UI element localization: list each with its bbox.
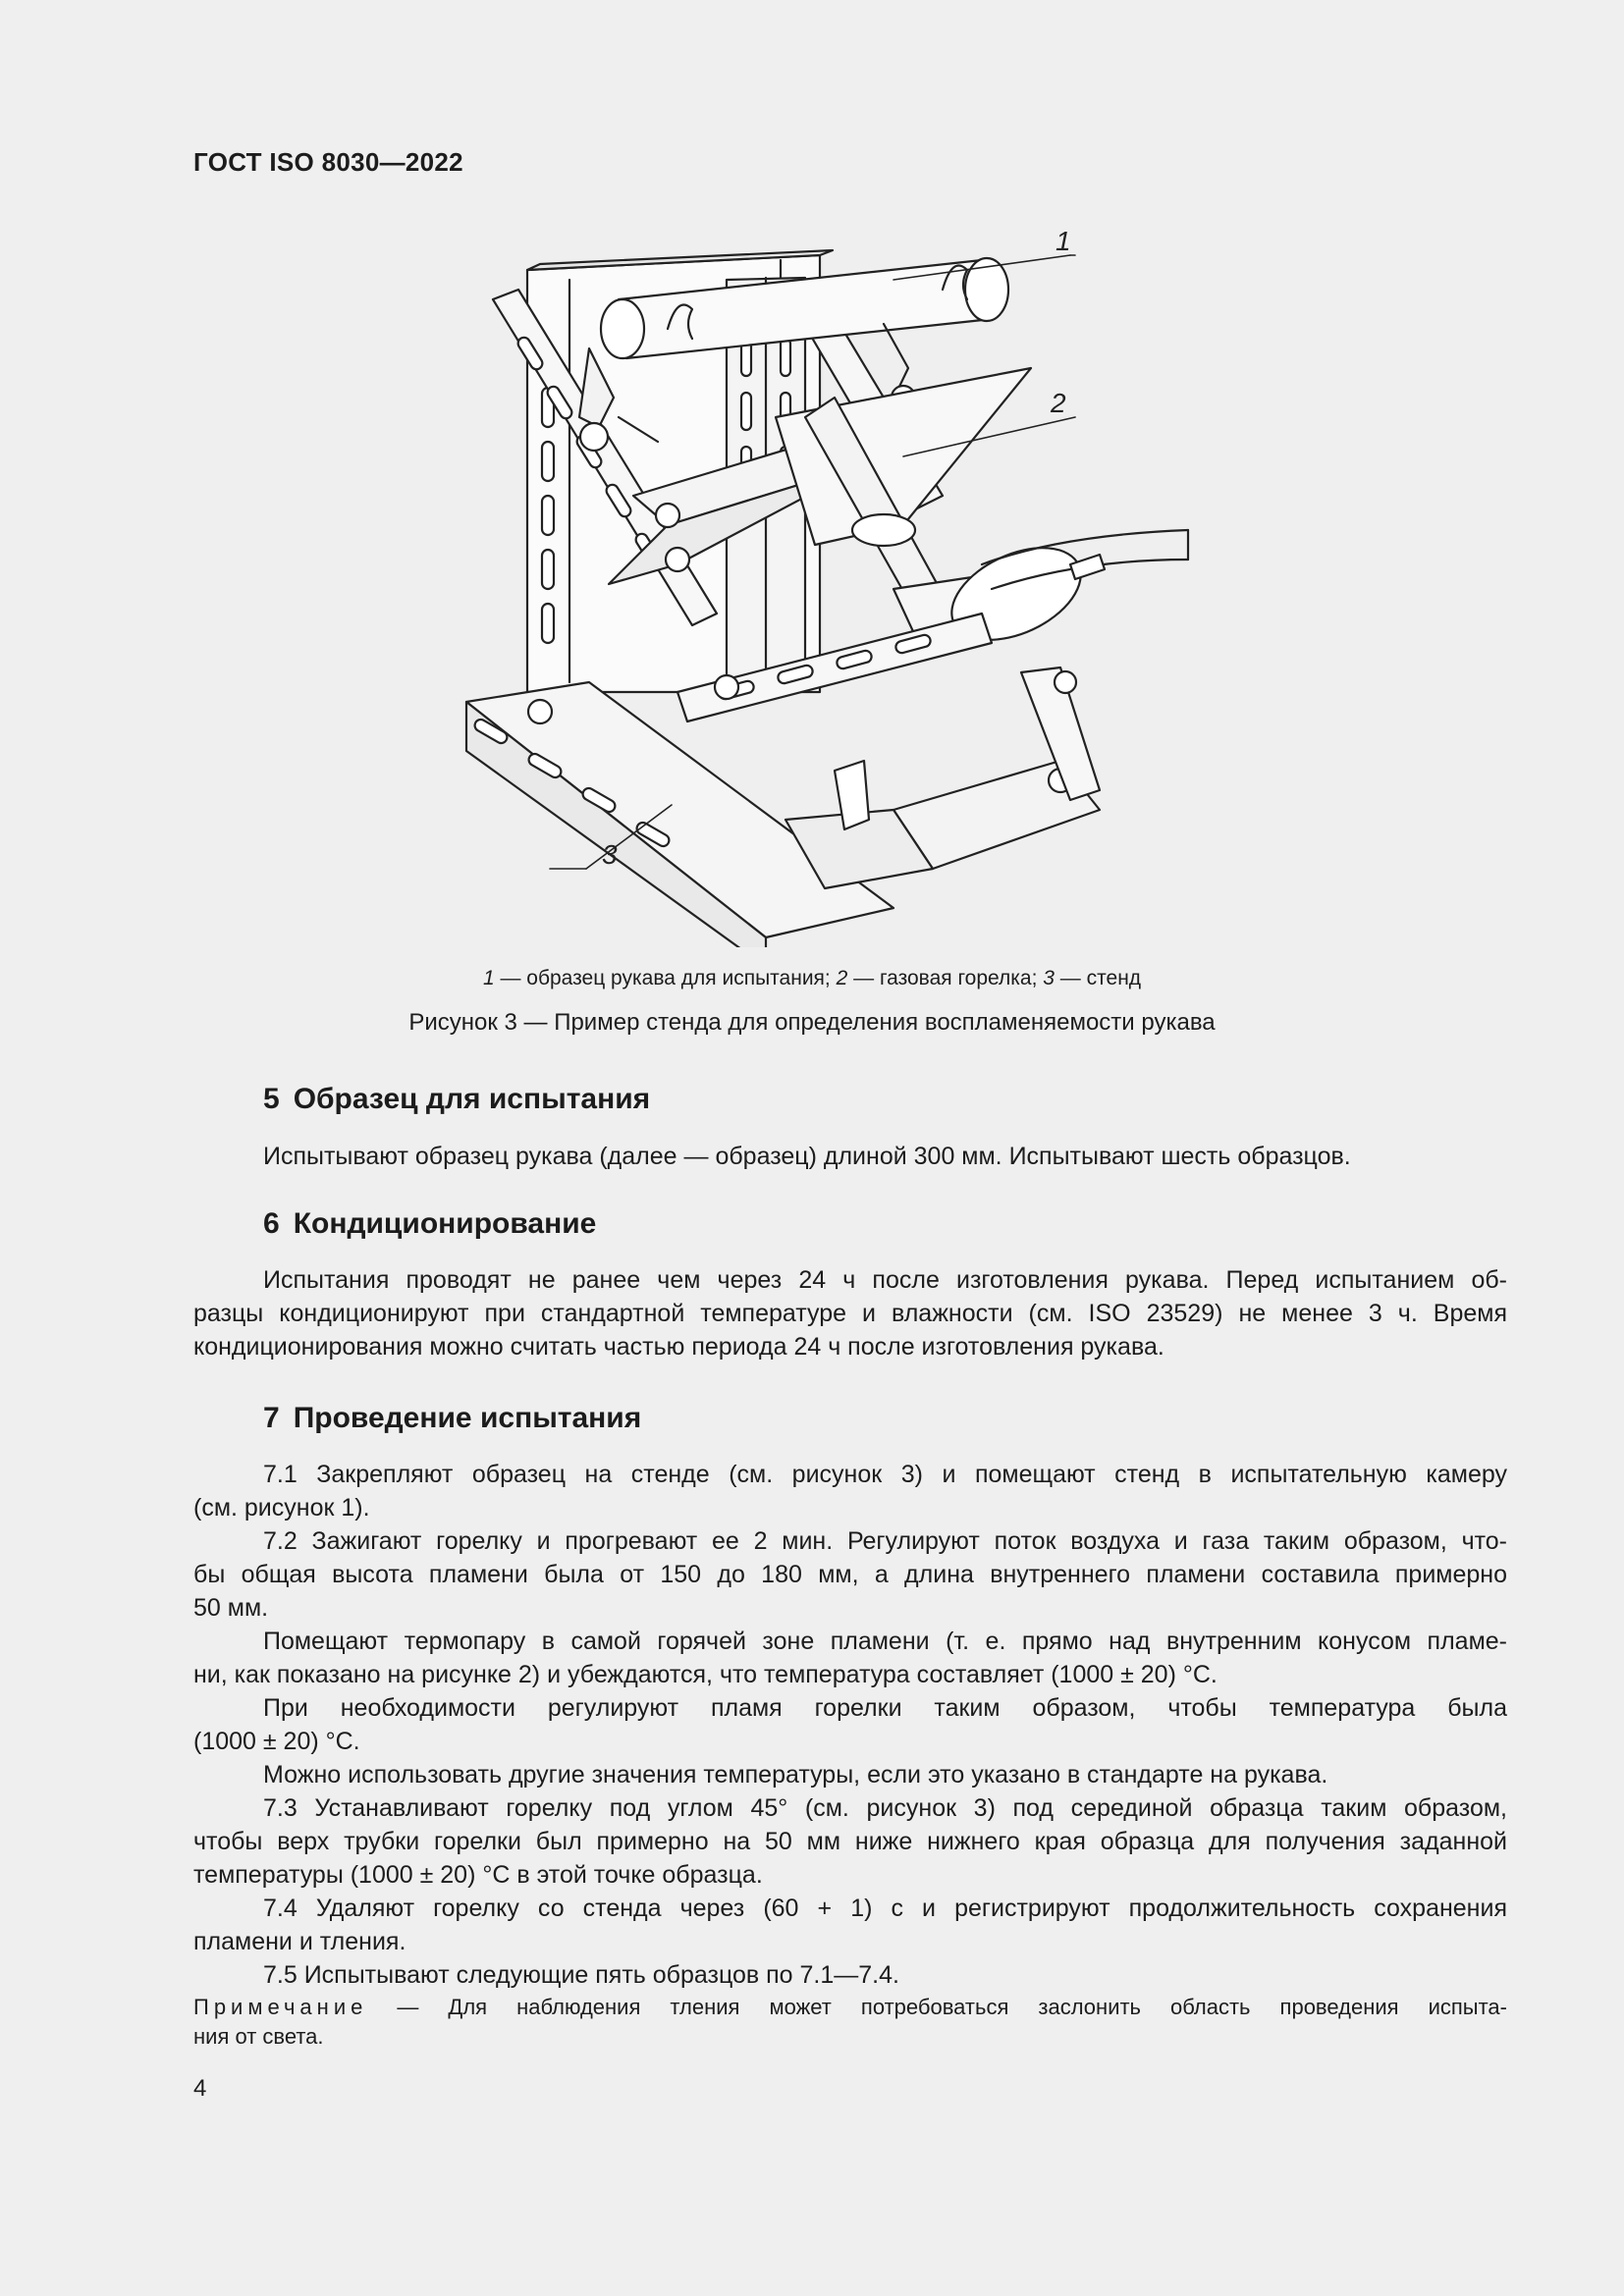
paragraph-line: Можно использовать другие значения температуры, если это указано в стандарте на рукава. xyxy=(263,1761,1328,1789)
paragraph-line: пламени и тления. xyxy=(193,1928,406,1955)
paragraph-line: Помещают термопару в самой горячей зоне пламени (т. е. прямо над внутренним конусом пламе- xyxy=(263,1628,1507,1655)
note-line-2: ния от света. xyxy=(193,2024,324,2049)
paragraph-line: Испытывают образец рукава (далее — образец) длиной 300 мм. Испытывают шесть образцов. xyxy=(263,1143,1351,1170)
section-7-title: Проведение испытания xyxy=(293,1402,642,1434)
figure-test-stand xyxy=(432,221,1276,947)
paragraph-line: 7.3 Устанавливают горелку под углом 45° (см. рисунок 3) под серединой образца таким образом, xyxy=(263,1794,1507,1822)
section-5-title: Образец для испытания xyxy=(293,1083,651,1115)
callout-2: 2 xyxy=(1051,388,1066,418)
callout-3: 3 xyxy=(602,839,618,870)
section-6-number: 6 xyxy=(263,1207,280,1240)
note-line xyxy=(193,1993,1507,2022)
paragraph-line: бы общая высота пламени была от 150 до 180 мм, а длина внутреннего пламени составила примерно xyxy=(193,1561,1507,1588)
section-6-body xyxy=(193,1263,1507,1363)
paragraph-line: чтобы верх трубки горелки был примерно на 50 мм ниже нижнего края образца для получения заданной xyxy=(193,1828,1507,1855)
page-number: 4 xyxy=(193,2075,207,2102)
test-stand-drawing xyxy=(432,221,1276,947)
paragraph-line: 7.5 Испытывают следующие пять образцов по 7.1—7.4. xyxy=(263,1961,899,1989)
legend-text-2: — газовая горелка; xyxy=(847,967,1044,989)
section-7-number: 7 xyxy=(263,1402,280,1434)
figure-caption: Рисунок 3 — Пример стенда для определения воспламеняемости рукава xyxy=(408,1009,1216,1036)
paragraph-line: ни, как показано на рисунке 2) и убеждаются, что температура составляет (1000 ± 20) °С. xyxy=(193,1661,1218,1688)
note-text: — Для наблюдения тления может потребоваться заслонить область проведения испыта- xyxy=(367,1995,1507,2019)
legend-num-3: 3 xyxy=(1043,967,1055,989)
section-7-body xyxy=(193,1458,1507,1992)
paragraph-line: 7.4 Удаляют горелку со стенда через (60 + 1) с и регистрируют продолжительность сохранения xyxy=(263,1895,1507,1922)
figure-legend xyxy=(0,967,1624,990)
paragraph-line: температуры (1000 ± 20) °С в этой точке образца. xyxy=(193,1861,763,1889)
note-label: Примечание xyxy=(193,1995,368,2019)
paragraph-line: 7.2 Зажигают горелку и прогревают ее 2 мин. Регулируют поток воздуха и газа таким образом, что- xyxy=(263,1527,1507,1555)
paragraph-line: Испытания проводят не ранее чем через 24 ч после изготовления рукава. Перед испытанием об- xyxy=(263,1266,1507,1294)
legend-num-1: 1 xyxy=(482,967,495,989)
paragraph-line: (см. рисунок 1). xyxy=(193,1494,370,1522)
stand-base xyxy=(466,667,1100,947)
section-5-body xyxy=(263,1140,1507,1173)
callout-1: 1 xyxy=(1056,226,1071,256)
section-5-number: 5 xyxy=(263,1083,280,1115)
paragraph-line: (1000 ± 20) °С. xyxy=(193,1728,360,1755)
section-7-heading xyxy=(263,1402,641,1435)
legend-num-2: 2 xyxy=(836,967,848,989)
paragraph-line: разцы кондиционируют при стандартной температуре и влажности (см. ISO 23529) не менее 3 ч. Время xyxy=(193,1300,1507,1327)
document-header: ГОСТ ISO 8030—2022 xyxy=(193,147,463,177)
section-6-title: Кондиционирование xyxy=(293,1207,597,1240)
section-5-heading xyxy=(263,1083,650,1116)
legend-text-1: — образец рукава для испытания; xyxy=(494,967,837,989)
legend-text-3: — стенд xyxy=(1054,967,1142,989)
paragraph-line: кондиционирования можно считать частью периода 24 ч после изготовления рукава. xyxy=(193,1333,1164,1361)
paragraph-line: При необходимости регулируют пламя горелки таким образом, чтобы температура была xyxy=(263,1694,1507,1722)
paragraph-line: 7.1 Закрепляют образец на стенде (см. рисунок 3) и помещают стенд в испытательную камеру xyxy=(263,1461,1507,1488)
section-6-heading xyxy=(263,1207,596,1241)
note xyxy=(193,1993,1507,2052)
paragraph-line: 50 мм. xyxy=(193,1594,269,1622)
